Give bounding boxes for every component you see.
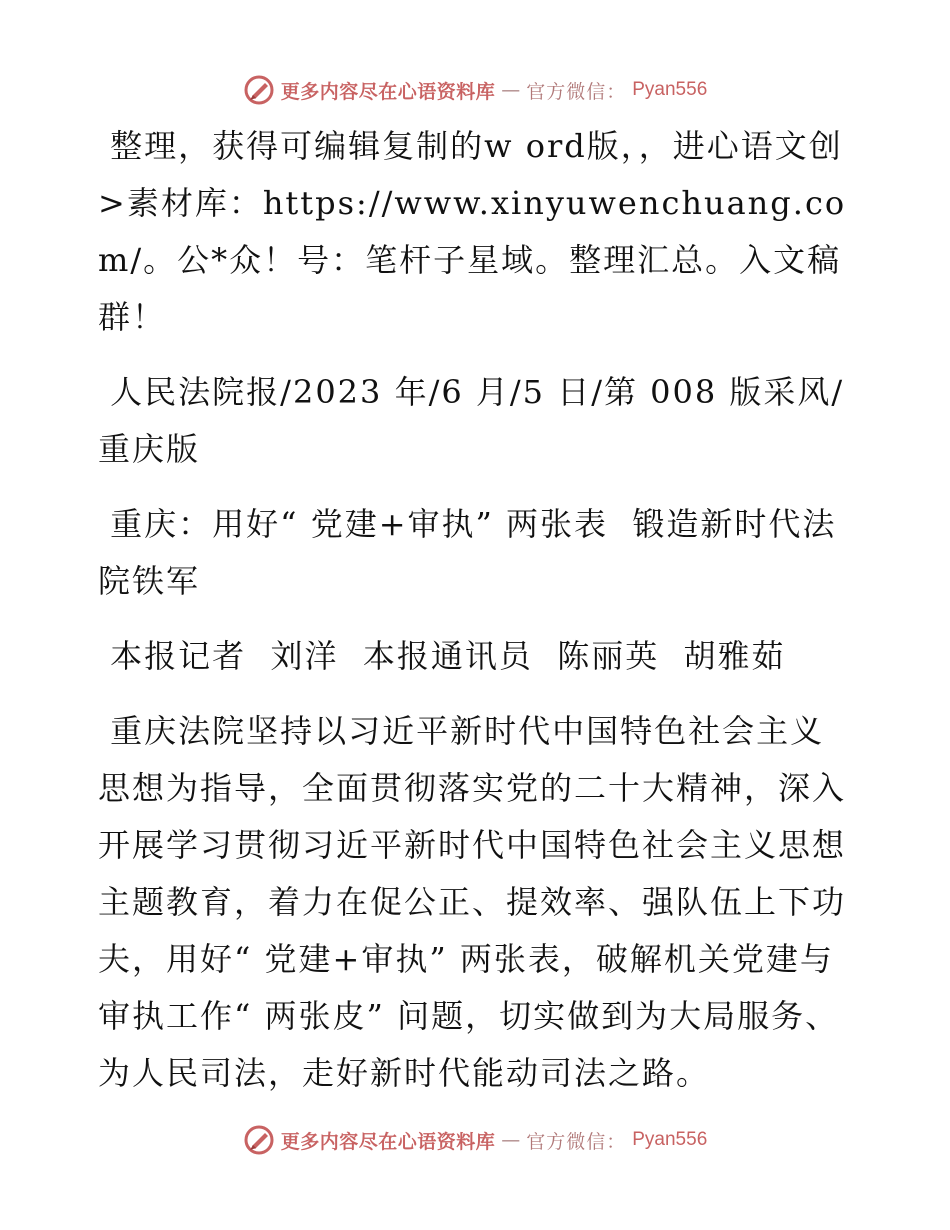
header-banner-dash: —	[501, 79, 521, 101]
footer-banner-handle: Pyan556	[632, 1129, 708, 1150]
header-banner-text: 更多内容尽在心语资料库	[280, 80, 496, 103]
body-paragraph: 重庆法院坚持以习近平新时代中国特色社会主义思想为指导，全面贯彻落实党的二十大精神，深入开展学习贯彻习近平新时代中国特色社会主义思想主题教育，着力在促公正、提效率、强队伍上下功夫，用好“ 党建+审执” 两张表，破解机关党建与审执工作“ 两张皮” 问题，切实做到为大局服务、为人民司法，走好新时代能动司法之路。	[98, 712, 847, 1092]
pen-logo-icon	[243, 74, 275, 106]
header-banner-suffix: 官方微信：	[526, 80, 627, 103]
document-content	[98, 118, 858, 1120]
footer-banner-inner	[243, 1124, 708, 1156]
pen-logo-icon	[243, 1124, 275, 1156]
notice-paragraph: 整理，获得可编辑复制的w ord版，，进心语文创>素材库：https://www.xinyuwenchuang.com/。公*众！号：笔杆子星域。整理汇总。入文稿群！	[98, 127, 847, 336]
header-banner-inner	[243, 74, 708, 106]
header-banner-handle: Pyan556	[632, 79, 708, 100]
footer-banner-suffix: 官方微信：	[526, 1130, 627, 1153]
footer-banner-dash: —	[501, 1129, 521, 1151]
source-line: 人民法院报/2023 年/6 月/5 日/第 008 版采风/重庆版	[98, 373, 845, 468]
article-title: 重庆：用好“ 党建+审执” 两张表 锻造新时代法院铁军	[98, 505, 837, 600]
header-banner	[0, 70, 950, 110]
footer-banner-text: 更多内容尽在心语资料库	[280, 1130, 496, 1153]
byline: 本报记者 刘洋 本报通讯员 陈丽英 胡雅茹	[98, 637, 786, 675]
footer-banner	[0, 1120, 950, 1160]
